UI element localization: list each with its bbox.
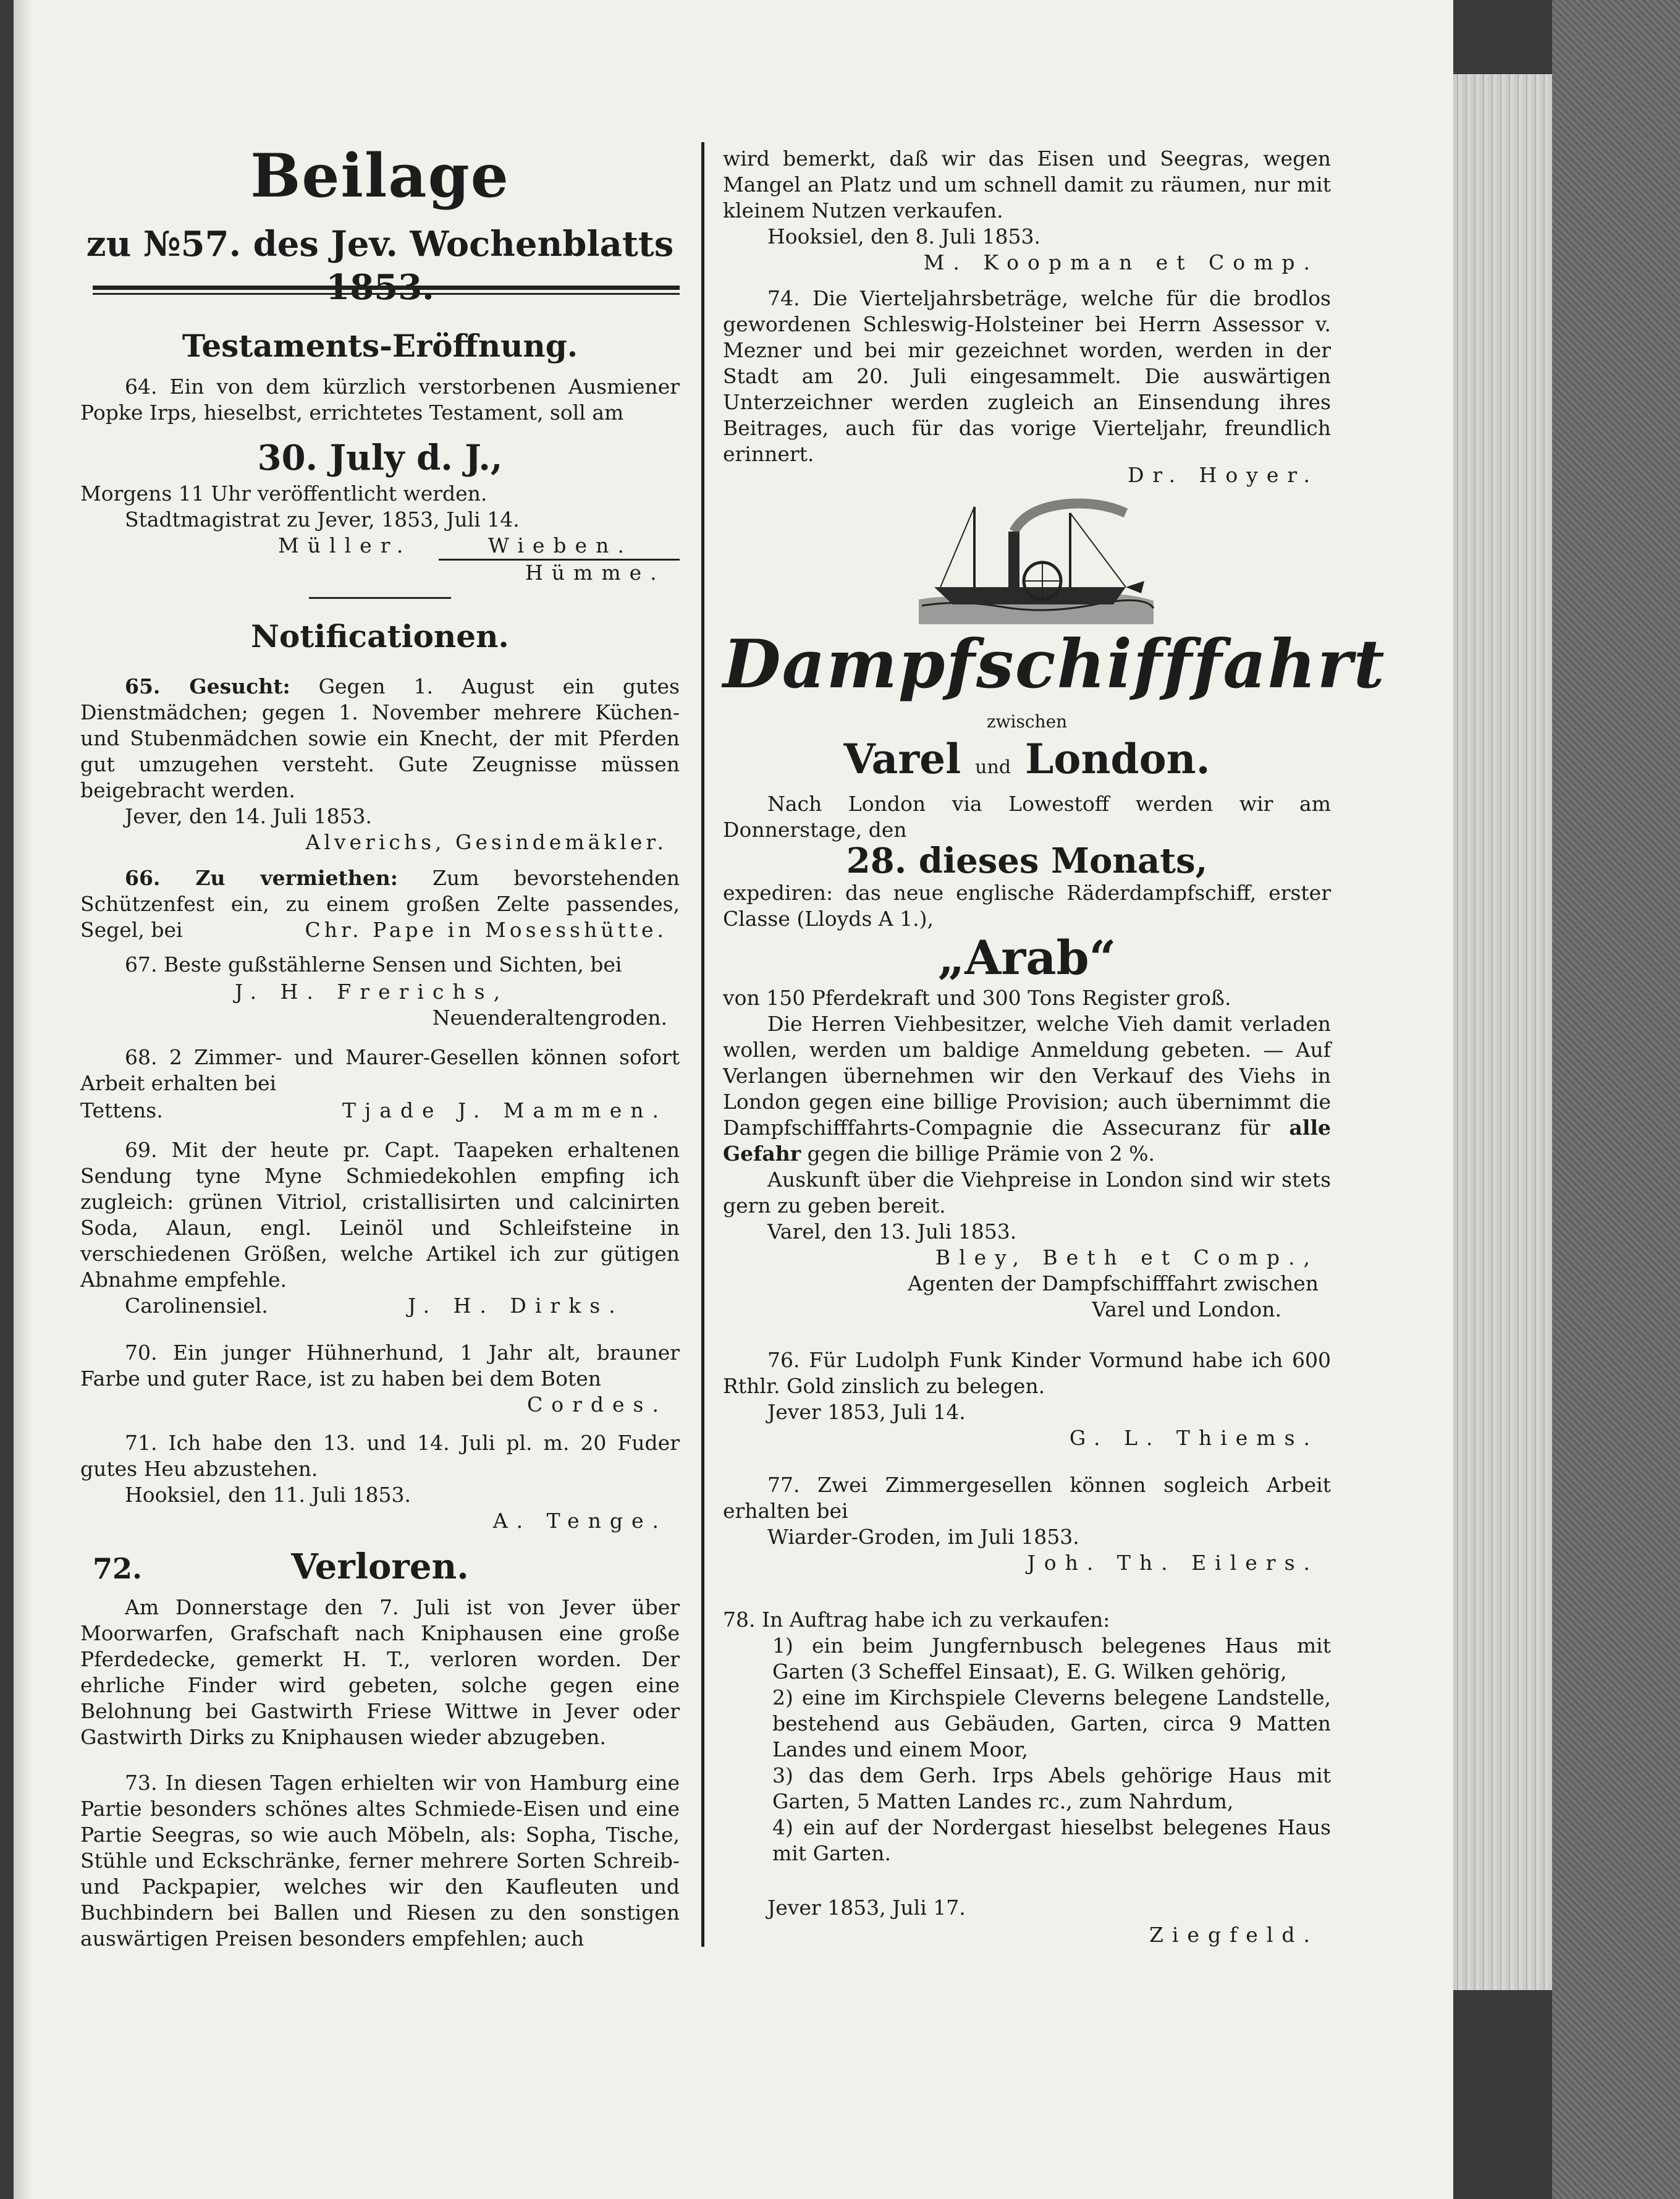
ad-paragraph-2: expediren: das neue englische Räderdampfschiff, erster Classe (Lloyds A 1.), — [723, 881, 1331, 931]
ad-date: 28. dieses Monats, — [846, 841, 1208, 881]
notifications-heading: Notificationen. — [251, 618, 509, 655]
list-item: 1) ein beim Jungfernbusch belegenes Haus mit Garten (3 Scheffel Einsaat), E. G. Wilken gehörig, — [772, 1633, 1331, 1684]
ad-paragraph-4c: gegen die billige Prämie von 2 %. — [801, 1142, 1155, 1166]
notice-64-magistrat: Stadtmagistrat zu Jever, 1853, Juli 14. — [125, 507, 520, 532]
notice-68-signature: Tjade J. Mammen. — [342, 1098, 667, 1122]
notice-73-continuation: wird bemerkt, daß wir das Eisen und Seegras, wegen Mangel an Platz und um schnell damit zu räumen, nur mit kleinem Nutzen verkaufen. — [723, 146, 1331, 222]
notice-65 — [80, 674, 680, 803]
issue-number: №57. — [143, 224, 242, 265]
notice-72-number: 72. — [93, 1552, 143, 1585]
notice-67-signature: J. H. Frerichs, — [235, 980, 509, 1004]
list-item: 4) ein auf der Nordergast hieselbst belegenes Haus mit Garten. — [772, 1815, 1331, 1865]
ad-route — [723, 734, 1331, 792]
notice-76: 76. Für Ludolph Funk Kinder Vormund habe ich 600 Rthlr. Gold zinslich zu belegen. — [723, 1348, 1331, 1398]
notice-71-signature: A. Tenge. — [492, 1509, 667, 1533]
notice-67-place: Neuenderaltengroden. — [432, 1006, 667, 1030]
notice-70-signature: Cordes. — [527, 1392, 667, 1417]
notice-65-body: Gegen 1. August ein gutes Dienstmädchen; gegen 1. November mehrere Küchen- und Stubenmädchen sowie ein Knecht, der mit Pferden gut umzugehen versteht. Gute Zeugnisse müssen beigebracht werden. — [80, 674, 680, 802]
subtitle-rest: des Jev. Wochenblatts — [253, 224, 674, 265]
notice-74-signature: Dr. Hoyer. — [1127, 463, 1319, 487]
ad-paragraph-3: von 150 Pferdekraft und 300 Tons Register groß. — [723, 986, 1231, 1010]
notice-67: 67. Beste gußstählerne Sensen und Sichten, bei — [125, 952, 622, 977]
ad-between: zwischen — [986, 711, 1068, 732]
ad-signature-2: Agenten der Dampfschifffahrt zwischen — [908, 1271, 1319, 1295]
section-rule — [309, 597, 451, 599]
notice-77: 77. Zwei Zimmergesellen können sogleich Arbeit erhalten bei — [723, 1473, 1331, 1523]
ad-place: Varel, den 13. Juli 1853. — [767, 1219, 1017, 1244]
ad-paragraph-4a: Die Herren Viehbesitzer, welche Vieh damit verladen wollen, werden um baldige Anmeldung gebeten. — Auf Verlangen übernehmen wir den Verkauf des Viehs in London gegen eine billige Provision; auch übernimmt die Dampfschifffahrts-Compagnie die Assecuranz für — [723, 1012, 1331, 1140]
ad-signature-3: Varel und London. — [1092, 1297, 1281, 1321]
subtitle-pre: zu — [86, 224, 132, 265]
notice-78-head: 78. In Auftrag habe ich zu verkaufen: — [723, 1608, 1110, 1632]
notice-68: 68. 2 Zimmer- und Maurer-Gesellen können sofort Arbeit erhalten bei — [80, 1045, 680, 1095]
ad-london: London. — [1025, 735, 1210, 783]
notice-65-signature: Alverichs, Gesindemäkler. — [305, 830, 667, 854]
testament-heading: Testaments-Eröffnung. — [182, 328, 578, 364]
notice-71-place: Hooksiel, den 11. Juli 1853. — [125, 1483, 411, 1507]
notice-77-signature: Joh. Th. Eilers. — [1027, 1551, 1319, 1575]
ad-title: Dampfschifffahrt — [723, 625, 1386, 703]
notice-64-signature-wieben: Wieben. — [488, 533, 633, 557]
notice-68-place: Tettens. — [80, 1098, 163, 1122]
page-title: Beilage — [250, 141, 510, 211]
ad-paragraph-4 — [723, 1011, 1331, 1167]
page-subtitle — [80, 222, 680, 309]
ad-paragraph-1: Nach London via Lowestoff werden wir am Donnerstage, den — [723, 792, 1331, 842]
notice-78-list — [772, 1633, 1331, 1866]
page-gutter-shade — [14, 0, 32, 2199]
ad-all-risk: alle Gefahr — [723, 1116, 1331, 1166]
notice-69: 69. Mit der heute pr. Capt. Taapeken erhaltenen Sendung tyne Myne Schmiedekohlen empfing ich zugleich: grünen Vitriol, cristallisirten und calcinirten Soda, Alaun, engl. Leinöl und Schleifsteine in verschiedenen Größen, welche Artikel ich zur gütigen Abnahme empfehle. — [80, 1138, 680, 1292]
notice-69-place: Carolinensiel. — [125, 1294, 268, 1318]
list-item: 2) eine im Kirchspiele Cleverns belegene Landstelle, bestehend aus Gebäuden, Garten, circa 9 Matten Landes und einem Moor, — [772, 1685, 1331, 1761]
notice-72-body: Am Donnerstage den 7. Juli ist von Jever über Moorwarfen, Grafschaft nach Kniphausen eine große Pferdedecke, gemerkt H. T., verloren worden. Der ehrliche Finder wird gebeten, solche gegen eine Belohnung bei Gastwirth Friese Wittwe in Jever oder Gastwirth Dirks zu Kniphausen wieder abzugeben. — [80, 1595, 680, 1749]
notice-77-place: Wiarder-Groden, im Juli 1853. — [767, 1525, 1079, 1549]
notice-64-signature-mueller: Müller. — [278, 533, 412, 557]
ad-ship-name: „Arab“ — [937, 930, 1116, 985]
ad-und: und — [975, 756, 1011, 778]
notice-70: 70. Ein junger Hühnerhund, 1 Jahr alt, brauner Farbe und guter Race, ist zu haben bei dem Boten — [80, 1341, 680, 1391]
notice-73-signature: M. Koopman et Comp. — [923, 250, 1319, 274]
notice-74: 74. Die Vierteljahrsbeträge, welche für die brodlos gewordenen Schleswig-Holsteiner bei Herrn Assessor v. Mezner und bei mir gezeichnet worden, werden in der Stadt am 20. Juli eingesammelt. Die auswärtigen Unterzeichner werden zugleich an Einsendung ihres Beitrages, auch für das vorige Vierteljahr, freundlich erinnert. — [723, 286, 1331, 466]
steamship-icon — [916, 494, 1157, 624]
ad-paragraph-5: Auskunft über die Viehpreise in London sind wir stets gern zu geben bereit. — [723, 1167, 1331, 1218]
page-edges — [1453, 74, 1552, 1990]
notice-65-head: 65. Gesucht: — [125, 674, 290, 698]
notice-78-place: Jever 1853, Juli 17. — [767, 1896, 966, 1920]
notice-78-signature: Ziegfeld. — [1149, 1923, 1319, 1947]
notice-76-place: Jever 1853, Juli 14. — [767, 1400, 966, 1424]
notice-72-heading: Verloren. — [291, 1546, 469, 1587]
notice-65-place: Jever, den 14. Juli 1853. — [125, 804, 372, 828]
notice-64-text: 64. Ein von dem kürzlich verstorbenen Ausmiener Popke Irps, hieselbst, errichtetes Testament, soll am — [80, 375, 680, 425]
book-cover-edge — [1552, 0, 1680, 2199]
ad-varel: Varel — [843, 735, 961, 783]
notice-66-body: Zum bevorstehenden Schützenfest ein, zu einem großen Zelte passendes, Segel, bei — [80, 866, 680, 942]
notice-73-place: Hooksiel, den 8. Juli 1853. — [767, 224, 1041, 248]
list-item: 3) das dem Gerh. Irps Abels gehörige Haus mit Garten, 5 Matten Landes rc., zum Nahrdum, — [772, 1763, 1331, 1813]
notice-64-signature-huemme: Hümme. — [525, 561, 665, 585]
notice-69-signature: J. H. Dirks. — [408, 1294, 624, 1318]
notice-66-head: 66. Zu vermiethen: — [125, 866, 398, 890]
notice-64-publish: Morgens 11 Uhr veröffentlicht werden. — [80, 481, 488, 506]
ad-signature-1: Bley, Beth et Comp., — [935, 1245, 1319, 1269]
notice-71: 71. Ich habe den 13. und 14. Juli pl. m. 20 Fuder gutes Heu abzustehen. — [80, 1431, 680, 1481]
column-divider — [701, 142, 704, 1947]
notice-73-body: 73. In diesen Tagen erhielten wir von Hamburg eine Partie besonders schönes altes Schmiede-Eisen und eine Partie Seegras, so wie auch Möbeln, als: Sopha, Tische, Stühle und Eckschränke, ferner mehrere Sorten Schreib- und Packpapier, welches wir den Kaufleuten und Buchbindern bei Ballen und Riesen zu den sonstigen auswärtigen Preisen besonders empfehlen; auch — [80, 1771, 680, 1951]
notice-64-date: 30. July d. J., — [257, 438, 503, 478]
header-double-rule — [93, 286, 680, 295]
notice-66-signature: Chr. Pape in Mosesshütte. — [305, 918, 667, 942]
newspaper-page — [14, 0, 1453, 2199]
notice-76-signature: G. L. Thiems. — [1069, 1426, 1319, 1450]
